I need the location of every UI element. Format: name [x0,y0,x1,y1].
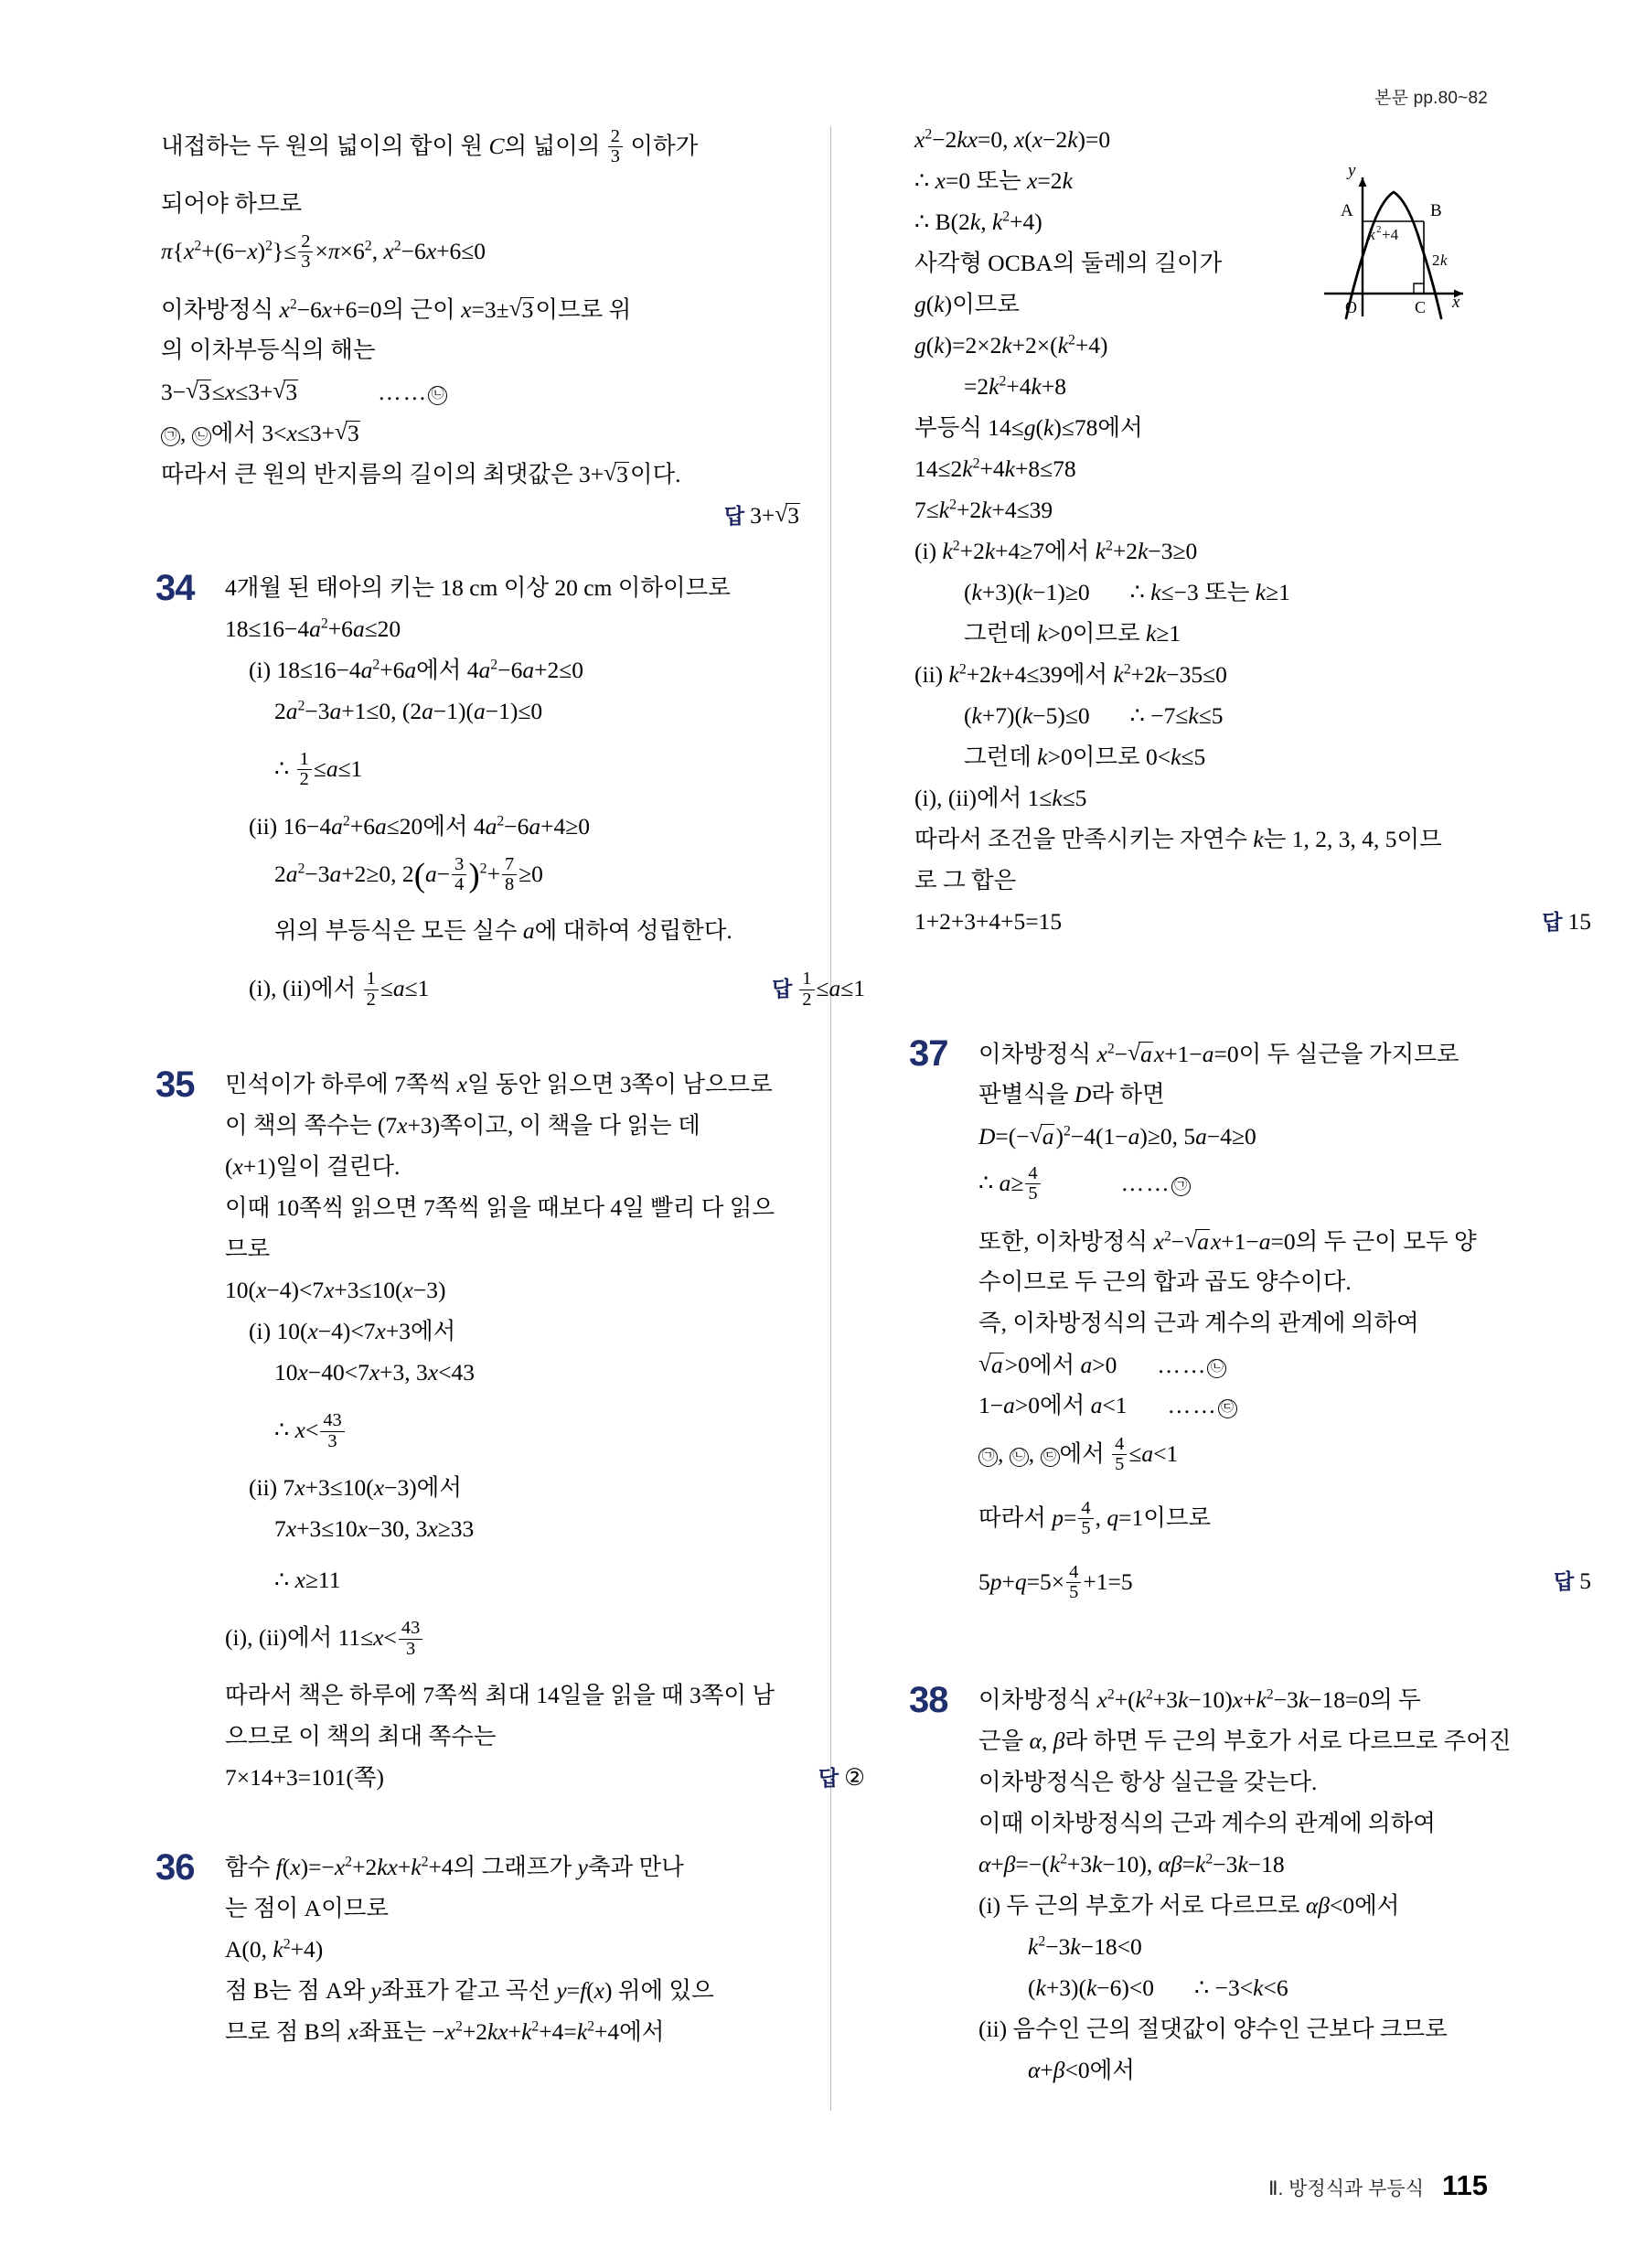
solution-line: 수이므로 두 근의 합과 곱도 양수이다. [978,1268,1352,1295]
solution-38 [909,1679,1555,2086]
answer-row: 5p+q=5× $\frac{4}{5}$ +1=5 답 5 [978,1561,1591,1602]
solution-line: $18\le 16-4a^2+6a\le 20$ [225,615,401,642]
solution-line: 이차방정식 $x^2+(k^2+3k-10)x+k^2-3k-18=0$의 두 [978,1685,1421,1713]
svg-text:k: k [1368,226,1375,243]
solution-line: 이차방정식 $x^2-6x+6=0$의 근이 x=3± √ 3이므로 위 [161,297,801,325]
answer-value: ② [844,1764,865,1792]
solution-line: $\pi\{x^2+(6-x)^2\}\le$ $\frac{2}{3}$ $\times\pi\times 6^2$, $x^2-6x+6\le 0$ [161,230,486,273]
svg-text:+4: +4 [1382,226,1399,243]
solution-line: $2a^2-3a+2\ge 0$, 2(a− $\frac{3}{4}$ )$^2$+ $\frac{7}{8}$ ≥0 [274,853,543,894]
solution-34 [155,567,865,1013]
svg-text:2: 2 [1432,251,1440,269]
solution-36 [155,1847,801,2048]
answer-value: 15 [1567,908,1591,935]
svg-text:C: C [1415,298,1427,316]
page-footer [1268,2169,1488,2202]
solution-line: 7x+3≤10x−30, 3x≥33 [274,1515,475,1543]
solution-line: 즉, 이차방정식의 근과 계수의 관계에 의하여 [978,1309,1419,1336]
solution-line: (i) $k^2+2k+4\ge 7$에서 $k^2+2k-3\ge 0$ [914,538,1198,564]
solution-line: 므로 점 B의 x좌표는 $-x^2+2kx+k^2+4=k^2+4$에서 [225,2018,665,2046]
solution-line: $7\le k^2+2k+4\le 39$ [914,497,1053,523]
answer-row: 7×14+3=101(쪽) 답 ② [225,1764,865,1792]
parabola-figure [1319,161,1593,335]
answer-label: 답 [772,977,793,1001]
solution-line: 이차방정식 $x^2-$ √ ax+1−a=0이 두 실근을 가지므로 [978,1042,1555,1069]
answer-tag: 답 3+ √ 3 [724,503,801,528]
right-column [909,126,1591,2100]
solution-line: 따라서 책은 하루에 7쪽씩 최대 14일을 읽을 때 3쪽이 남 [225,1682,775,1709]
solution-line: ㉠ , ㉡ 에서 3<x≤3+ √ 3 [161,421,801,448]
solution-35 [155,1064,865,1799]
svg-text:2: 2 [1376,224,1382,235]
solution-line: 근을 α, β라 하면 두 근의 부호가 서로 다르므로 주어진 [978,1727,1512,1754]
solution-line: 이 책의 쪽수는 (7x+3)쪽이고, 이 책을 다 읽는 데 [225,1112,700,1139]
solution-line: (k+3)(k−1)≥0 ∴ k≤−3 또는 k≥1 [964,579,1290,605]
solution-line: (k+7)(k−5)≤0 ∴ −7≤k≤5 [964,702,1224,729]
solution-line: 10x−40<7x+3, 3x<43 [274,1359,476,1386]
solution-line: 함수 $f(x)=-x^2+2kx+k^2+4$의 그래프가 y축과 만나 [225,1854,684,1881]
solution-line: D=(− √ a)$^2$−4(1−a)≥0, 5a−4≥0 [978,1124,1555,1151]
solution-line: g(k)이므로 [914,291,1020,317]
svg-text:k: k [1440,251,1448,269]
solution-line: ∴ x< $\frac{43}{3}$ [225,1412,801,1452]
answer-label: 답 [1554,1568,1575,1593]
page-number: 115 [1441,2169,1488,2201]
solution-line: α+β<0에서 [1028,2056,1135,2083]
solution-line: 이때 이차방정식의 근과 계수의 관계에 의하여 [978,1809,1436,1836]
answer-label: 답 [723,503,745,528]
answer-tag [818,1766,865,1790]
answer-tag [1554,1569,1591,1593]
solution-line: 따라서 p= $\frac{4}{5}$ , q=1이므로 [978,1497,1212,1539]
solution-line: 되어야 하므로 [161,189,303,217]
problem-number: 37 [909,1033,948,1074]
solution-line: (i) 10(x−4)<7x+3에서 [249,1318,456,1345]
left-column [155,126,865,2061]
solution-line: (i) 두 근의 부호가 서로 다르므로 αβ<0에서 [978,1891,1400,1919]
solution-line: 민석이가 하루에 7쪽씩 x일 동안 읽으면 3쪽이 남으므로 [225,1071,773,1098]
solution-line: $k^2-3k-18<0$ [1028,1932,1142,1960]
solution-line: 3− √ 3≤x≤3+ √ 3 …… ㉡ [161,380,801,407]
svg-text:x: x [1452,293,1460,312]
solution-line: (i), (ii)에서 11≤x< $\frac{43}{3}$ [225,1620,801,1660]
solution-line: ㉠ , ㉡ , ㉢ 에서 $\frac{4}{5}$ ≤a<1 [978,1436,1555,1476]
column-divider [830,126,831,2111]
solution-line: $2a^2-3a+1\le 0$, (2a−1)(a−1)≤0 [274,697,543,724]
solution-line: 로 그 합은 [914,867,1017,893]
solution-line: $x^2-2kx=0$, x(x−2k)=0 [914,126,1111,153]
answer-label: 답 [818,1766,839,1791]
solution-line: 10(x−4)<7x+3≤10(x−3) [225,1277,446,1304]
solution-line: (ii) $k^2+2k+4\le 39$에서 $k^2+2k-35\le 0$ [914,661,1227,688]
solution-line: (k+3)(k−6)<0 ∴ −3<k<6 [1028,1974,1288,2001]
answer-label: 답 [1542,910,1563,934]
solution-line: 그런데 k>0이므로 0<k≤5 [964,744,1206,770]
problem-number: 36 [155,1847,195,1888]
solution-line: 4개월 된 태아의 키는 18 cm 이상 20 cm 이하이므로 [225,573,731,601]
solution-line: 내접하는 두 원의 넓이의 합이 원 C의 넓이의 $\frac{2}{3}$ 이하가 [161,126,699,167]
solution-line: 또한, 이차방정식 $x^2-$ √ ax+1−a=0의 두 근이 모두 양 [978,1229,1555,1257]
problem-number: 35 [155,1064,195,1106]
solution-37 [909,1033,1591,1606]
solution-line: √ a>0에서 a>0 …… ㉡ [978,1353,1555,1380]
solution-line: A(0, $k^2+4$) [225,1936,324,1963]
solution-line: 따라서 조건을 만족시키는 자연수 k는 1, 2, 3, 4, 5이므 [914,826,1442,852]
solution-line: (ii) $16-4a^2+6a\le 20$에서 $4a^2-6a+4\ge 0$ [249,812,591,840]
solution-line: ∴ $\frac{1}{2}$ ≤a≤1 [274,748,363,790]
solution-line: 점 B는 점 A와 y좌표가 같고 곡선 y=f(x) 위에 있으 [225,1977,714,2005]
solution-line: 위의 부등식은 모든 실수 a에 대하여 성립한다. [274,917,732,945]
solution-line: 1−a>0에서 a<1 …… ㉢ [978,1394,1555,1421]
solution-line: ∴ x=0 또는 x=2k [914,167,1073,194]
svg-text:A: A [1341,201,1353,220]
solution-line: $14\le 2k^2+4k+8\le 78$ [914,455,1076,482]
solution-line: (i), (ii)에서 1≤k≤5 [914,785,1087,811]
solution-line: 그런데 k>0이므로 k≥1 [964,620,1181,647]
solution-line: (ii) 7x+3≤10(x−3)에서 [249,1474,462,1502]
svg-text:B: B [1430,201,1442,220]
solution-line: $\alpha+\beta=-(k^2+3k-10)$, $\alpha\beta=k^2-3k-18$ [978,1850,1285,1878]
answer-tag: 답 $\frac{1}{2}$ ≤a≤1 [772,968,865,1010]
problem-number: 34 [155,567,195,608]
solution-line: 따라서 큰 원의 반지름의 길이의 최댓값은 3+ √ 3이다. [161,462,801,489]
answer-tag [1542,910,1591,934]
solution-line: 판별식을 D라 하면 [978,1081,1165,1107]
solution-line: ∴ a≥ $\frac{4}{5}$ …… ㉠ [978,1165,1555,1205]
solution-line: (i) $18\le 16-4a^2+6a$에서 $4a^2-6a+2\le 0$ [249,656,583,683]
solution-line: 사각형 OCBA의 둘레의 길이가 [914,250,1223,276]
solution-line: (x+1)일이 걸린다. [225,1153,401,1181]
solution-line: $g(k)=2\times 2k+2\times(k^2+4)$ [914,332,1108,358]
svg-text:O: O [1345,298,1357,316]
solution-line: 는 점이 A이므로 [225,1895,389,1922]
solution-line: $=2k^2+4k+8$ [964,373,1066,400]
running-head: 본문 pp.80~82 [1374,89,1488,108]
solution-line: 이때 10쪽씩 읽으면 7쪽씩 읽을 때보다 4일 빨리 다 읽으 [225,1194,775,1222]
solution-line: 의 이차부등식의 해는 [161,336,376,363]
answer-row: (i), (ii)에서 $\frac{1}{2}$ ≤a≤1 답 $\frac{1}{2}$ ≤a≤1 [249,968,865,1010]
solution-line: (ii) 음수인 근의 절댓값이 양수인 근보다 크므로 [978,2015,1448,2042]
answer-value: 5 [1579,1567,1591,1594]
solution-33-continued [161,128,801,536]
solution-line: 므로 [225,1236,271,1263]
answer-row [161,503,801,536]
svg-text:y: y [1348,161,1356,180]
solution-line: ∴ x≥11 [274,1567,341,1594]
answer-row: 1+2+3+4+5=15 답 15 [914,908,1591,935]
solution-line: 으므로 이 책의 최대 쪽수는 [225,1723,497,1750]
problem-number: 38 [909,1679,948,1720]
solution-line: 부등식 14≤g(k)≤78에서 [914,414,1143,441]
chapter-label: Ⅱ. 방정식과 부등식 [1268,2178,1424,2199]
solution-line: 이차방정식은 항상 실근을 갖는다. [978,1768,1318,1795]
solution-line: ∴ B(2k, $k^2+4$) [914,209,1042,235]
